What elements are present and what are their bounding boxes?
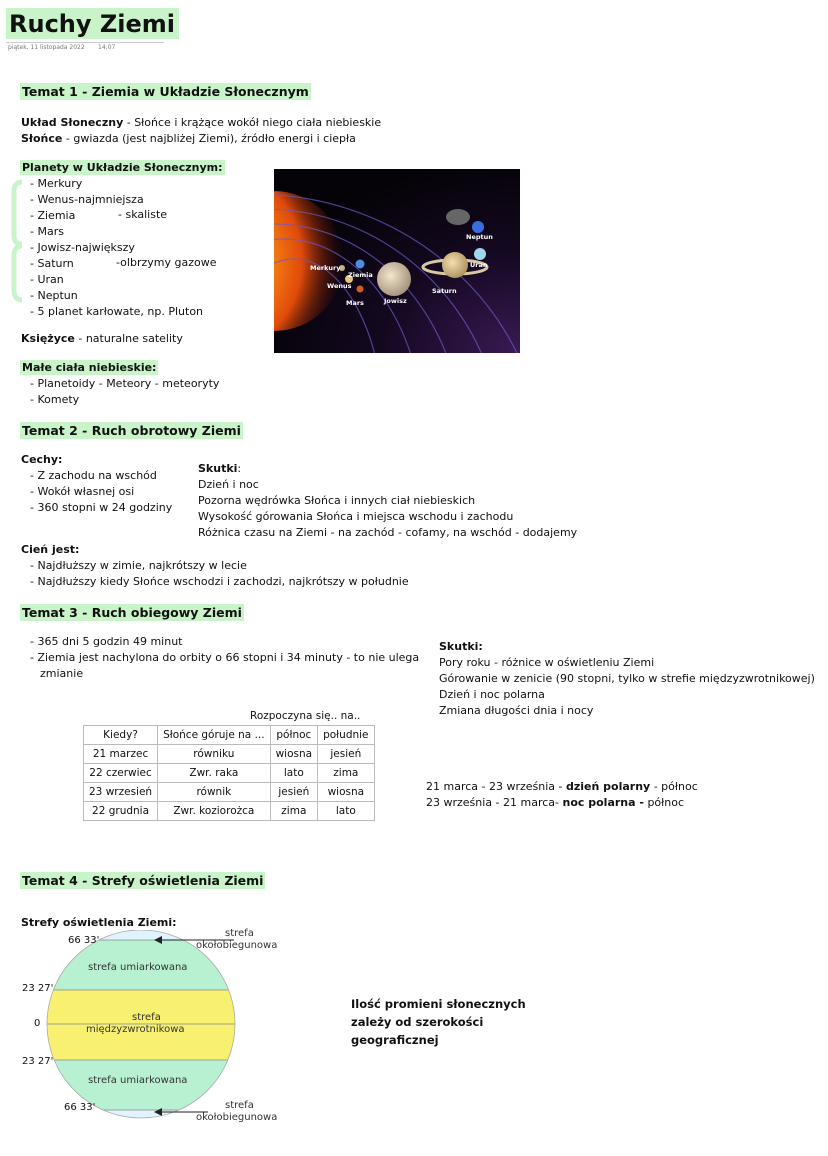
table-cell: jesień [270,783,318,802]
table-cell: 23 wrzesień [84,783,158,802]
planet-group-brackets [8,178,28,304]
skutki-heading-t3: Skutki: [439,640,483,653]
gas-giants-label: -olbrzymy gazowe [116,256,217,269]
list-item: Pory roku - różnice w oświetleniu Ziemi [439,656,655,669]
list-item: - Jowisz-największy [30,241,135,254]
polar-zone-south-2: okołobiegunowa [196,1112,278,1123]
table-cell: lato [318,802,374,821]
skutki-list-t2 [198,477,577,541]
heading-temat-4: Temat 4 - Strefy oświetlenia Ziemi [22,873,264,888]
table-cell: Zwr. raka [158,764,271,783]
list-item: Pozorna wędrówka Słońca i innych ciał niebieskich [198,494,476,507]
zone-temperate-south: strefa umiarkowana [88,1075,188,1086]
table-cell: Zwr. koziorożca [158,802,271,821]
male-ciala-list [30,376,219,408]
table-header-cell: północ [270,726,318,745]
table-cell: lato [270,764,318,783]
label-merkury: Merkury [310,264,341,272]
list-item: Wysokość górowania Słońca i miejsca wschodu i zachodu [198,510,514,523]
title-divider [6,42,164,43]
polar-day-note: 21 marca - 23 września - dzień polarny - północ [426,780,698,793]
lat-23-bottom: 23 27' [22,1056,54,1067]
polar-arrows [150,934,240,1124]
list-item: - Ziemia jest nachylona do orbity o 66 stopni i 34 minuty - to nie ulega [30,651,420,664]
seasons-table [83,725,375,821]
ksiezyce-definition: Księżyce - naturalne satelity [21,332,183,345]
polar-zone-north-2: okołobiegunowa [196,940,278,951]
table-header-cell: Kiedy? [84,726,158,745]
lat-66-top: 66 33' [68,935,100,946]
planety-heading: Planety w Układzie Słonecznym: [22,161,223,174]
list-item: - Uran [30,273,64,286]
list-item: - Z zachodu na wschód [30,469,157,482]
list-item: - 365 dni 5 godzin 49 minut [30,635,183,648]
table-row [84,764,375,783]
cechy-list [30,468,172,516]
uklad-definition: Układ Słoneczny - Słońce i krążące wokół niego ciała niebieskie [21,116,382,129]
label-neptun: Neptun [466,233,493,241]
list-item: zmianie [40,667,84,680]
list-item: - 5 planet karłowate, np. Pluton [30,305,204,318]
list-item: - Merkury [30,177,83,190]
cien-list [30,558,409,590]
table-cell: 22 czerwiec [84,764,158,783]
list-item: - Ziemia [30,209,76,222]
table-cell: równiku [158,745,271,764]
list-item: Górowanie w zenicie (90 stopni, tylko w strefie międzyzwrotnikowej) [439,672,815,685]
cien-heading: Cień jest: [21,543,80,556]
list-item: Zmiana długości dnia i nocy [439,704,594,717]
table-header-row [84,726,375,745]
table-cell: wiosna [270,745,318,764]
list-item: - Planetoidy - Meteory - meteoryty [30,377,220,390]
zone-temperate-north: strefa umiarkowana [88,962,188,973]
table-row [84,745,375,764]
list-item: - Mars [30,225,64,238]
list-item: - 360 stopni w 24 godziny [30,501,173,514]
table-row [84,802,375,821]
lat-0: 0 [34,1018,41,1029]
sunlight-note: Ilość promieni słonecznych zależy od szerokości geograficznej [351,997,526,1047]
table-header-cell: Słońce góruje na ... [158,726,271,745]
list-item: - Najdłuższy kiedy Słońce wschodzi i zachodzi, najkrótszy w południe [30,575,409,588]
list-item: Dzień i noc [198,478,259,491]
table-cell: wiosna [318,783,374,802]
label-mars: Mars [346,299,364,307]
table-cell: zima [270,802,318,821]
zone-tropical-line-2: międzyzwrotnikowa [86,1024,185,1035]
rocky-label: - skaliste [118,208,168,221]
zone-tropical-line-1: strefa [132,1012,161,1023]
table-caption: Rozpoczyna się.. na.. [250,710,361,722]
list-item: Dzień i noc polarna [439,688,545,701]
t3-list [30,634,419,682]
page-title: Ruchy Ziemi [6,8,179,39]
skutki-list-t3 [439,655,815,719]
label-uran: Uran [470,261,488,269]
male-ciala-heading: Małe ciała niebieskie: [22,361,157,374]
polar-zone-south-1: strefa [225,1100,254,1111]
heading-temat-1: Temat 1 - Ziemia w Układzie Słonecznym [22,84,309,99]
list-item: - Wokół własnej osi [30,485,135,498]
strefy-subheading: Strefy oświetlenia Ziemi: [21,916,177,929]
planet-list [30,176,203,320]
solar-system-image [274,169,520,353]
heading-temat-3: Temat 3 - Ruch obiegowy Ziemi [22,605,242,620]
lat-66-bottom: 66 33' [64,1102,96,1113]
page-date: piątek, 11 listopada 2022 14:07 [8,44,116,51]
list-item: Różnica czasu na Ziemi - na zachód - cofamy, na wschód - dodajemy [198,526,578,539]
polar-zone-north-1: strefa [225,928,254,939]
list-item: - Wenus-najmniejsza [30,193,144,206]
polar-night-note: 23 września - 21 marca- noc polarna - północ [426,796,685,809]
table-cell: zima [318,764,374,783]
lat-23-top: 23 27' [22,983,54,994]
table-cell: 22 grudnia [84,802,158,821]
slonce-definition: Słońce - gwiazda (jest najbliżej Ziemi), źródło energi i ciepła [21,132,356,145]
list-item: - Saturn [30,257,74,270]
list-item: - Neptun [30,289,78,302]
label-saturn: Saturn [432,287,457,295]
list-item: - Najdłuższy w zimie, najkrótszy w lecie [30,559,247,572]
cechy-heading: Cechy: [21,453,63,466]
table-header-cell: południe [318,726,374,745]
table-cell: 21 marzec [84,745,158,764]
table-cell: równik [158,783,271,802]
label-wenus: Wenus [327,282,352,290]
table-cell: jesień [318,745,374,764]
label-ziemia: Ziemia [348,271,373,279]
skutki-heading-t2: Skutki: [198,462,242,475]
table-row [84,783,375,802]
heading-temat-2: Temat 2 - Ruch obrotowy Ziemi [22,423,241,438]
list-item: - Komety [30,393,80,406]
label-jowisz: Jowisz [384,297,407,305]
